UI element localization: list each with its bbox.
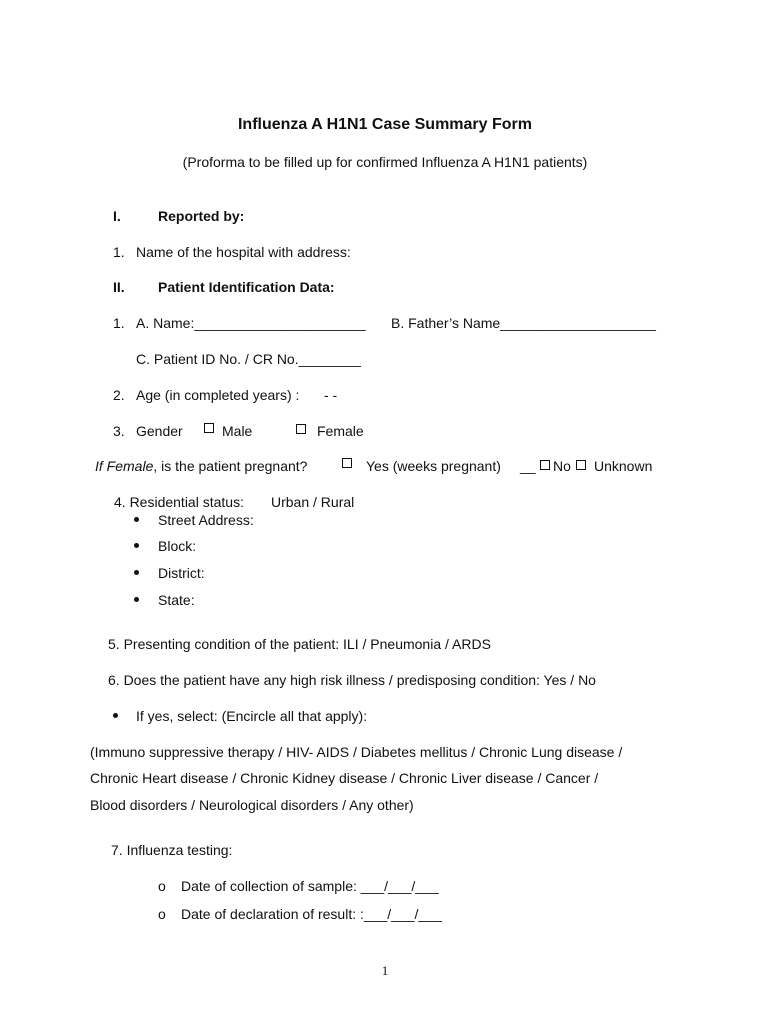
bullet-icon	[134, 517, 139, 522]
gender-male-checkbox[interactable]	[204, 423, 214, 433]
if-yes-instruction: If yes, select: (Encircle all that apply):	[136, 708, 368, 724]
high-risk-question: 6. Does the patient have any high risk illness / predisposing condition: Yes / No	[108, 672, 596, 688]
section-2-heading: Patient Identification Data:	[158, 279, 335, 295]
conditions-line-1: (Immuno suppressive therapy / HIV- AIDS / Diabetes mellitus / Chronic Lung disease /	[90, 744, 623, 760]
gender-female-checkbox[interactable]	[296, 424, 306, 434]
q-gender-number: 3.	[113, 423, 125, 439]
sample-collection-date-field[interactable]: Date of collection of sample: ___/___/___	[181, 878, 439, 894]
age-value[interactable]: - -	[324, 387, 338, 403]
list-item-marker: o	[158, 878, 166, 894]
section-1-number: I.	[113, 208, 121, 224]
residential-status-options: Urban / Rural	[271, 494, 355, 510]
list-item	[134, 511, 139, 529]
district-label: District:	[158, 565, 205, 581]
pregnant-unknown-label: Unknown	[594, 458, 653, 474]
patient-name-field[interactable]: A. Name:______________________	[136, 315, 366, 331]
list-item	[134, 564, 139, 582]
street-address-label: Street Address:	[158, 512, 254, 528]
pregnancy-question-italic: If Female	[95, 458, 154, 474]
pregnant-no-label: No	[553, 458, 571, 474]
form-subtitle: (Proforma to be filled up for confirmed Influenza A H1N1 patients)	[182, 154, 588, 170]
q-hospital-number: 1.	[113, 244, 125, 260]
influenza-testing-label: 7. Influenza testing:	[111, 842, 233, 858]
state-label: State:	[158, 592, 195, 608]
bullet-icon	[134, 597, 139, 602]
section-1-heading: Reported by:	[158, 208, 245, 224]
q-name-number: 1.	[113, 315, 125, 331]
father-name-field[interactable]: B. Father’s Name____________________	[391, 315, 656, 331]
section-2-number: II.	[113, 279, 125, 295]
q-age-label: Age (in completed years) :	[136, 387, 300, 403]
pregnant-no-checkbox[interactable]	[540, 460, 550, 470]
bullet-icon	[134, 570, 139, 575]
pregnant-yes-label: Yes (weeks pregnant)	[366, 458, 501, 474]
result-declaration-date-field[interactable]: Date of declaration of result: :___/___/___	[181, 906, 442, 922]
q-hospital-label: Name of the hospital with address:	[136, 244, 351, 260]
pregnant-weeks-blank[interactable]: __	[520, 458, 536, 474]
block-label: Block:	[158, 538, 197, 554]
conditions-line-3: Blood disorders / Neurological disorders / Any other)	[90, 797, 414, 813]
residential-status-label: 4. Residential status:	[114, 494, 244, 510]
list-item	[134, 591, 139, 609]
list-item-marker: o	[158, 906, 166, 922]
pregnancy-question	[95, 457, 307, 475]
presenting-condition: 5. Presenting condition of the patient: ILI / Pneumonia / ARDS	[108, 636, 491, 652]
bullet-icon	[113, 713, 118, 718]
bullet-icon	[134, 543, 139, 548]
gender-male-label: Male	[222, 423, 253, 439]
q-age-number: 2.	[113, 387, 125, 403]
pregnant-yes-checkbox[interactable]	[342, 458, 352, 468]
gender-female-label: Female	[317, 423, 364, 439]
pregnant-unknown-checkbox[interactable]	[576, 460, 586, 470]
list-item	[134, 537, 139, 555]
list-item	[113, 707, 118, 725]
page-number: 1	[381, 963, 389, 978]
pregnancy-question-text: , is the patient pregnant?	[153, 458, 308, 474]
q-gender-label: Gender	[136, 423, 183, 439]
patient-id-field[interactable]: C. Patient ID No. / CR No.________	[136, 351, 361, 367]
conditions-line-2: Chronic Heart disease / Chronic Kidney disease / Chronic Liver disease / Cancer /	[90, 770, 599, 786]
form-title: Influenza A H1N1 Case Summary Form	[237, 116, 532, 133]
